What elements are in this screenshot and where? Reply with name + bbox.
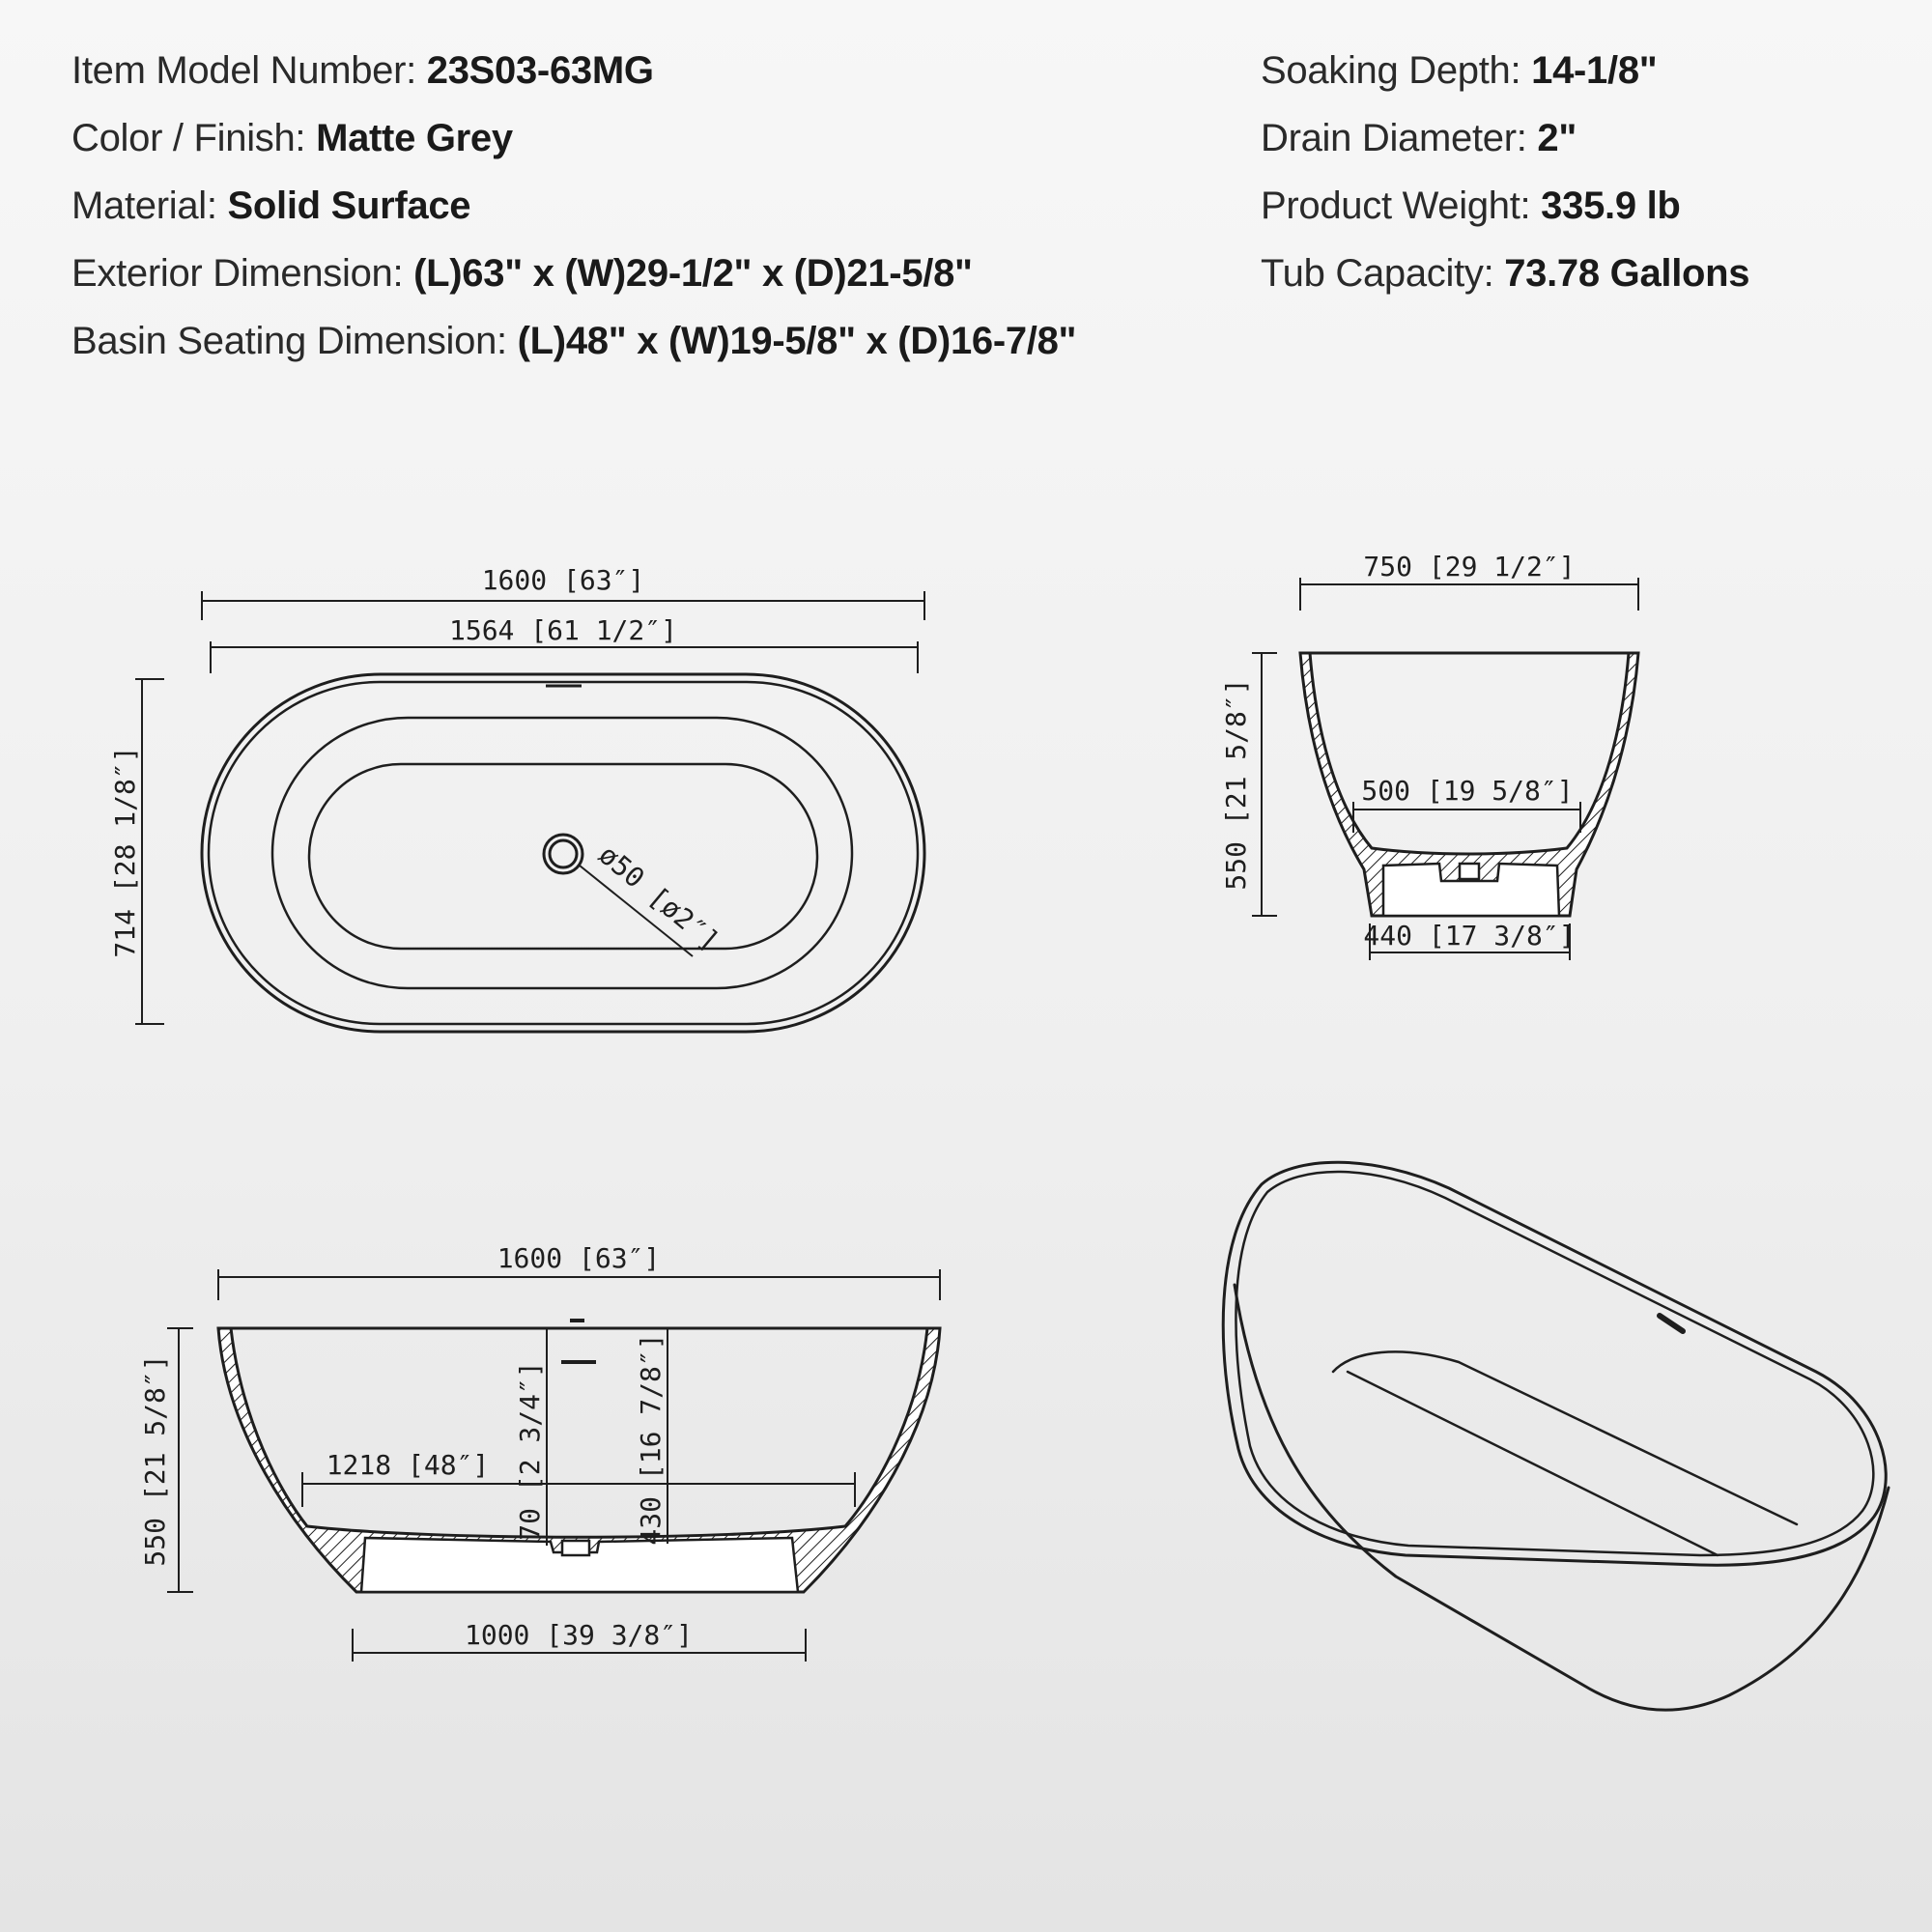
- top-width-label: 714 [28 1/8″]: [109, 746, 141, 958]
- side-view-drain: [562, 1541, 589, 1555]
- side-basin-depth-label: 430 [16 7/8″]: [635, 1333, 667, 1546]
- end-view-drain: [1460, 864, 1479, 879]
- perspective-view: [1223, 1162, 1889, 1710]
- side-base-length-label: 1000 [39 3/8″]: [464, 1619, 694, 1651]
- spec-drain-diameter: Drain Diameter: 2": [1261, 117, 1577, 159]
- side-basin-length-label: 1218 [48″]: [326, 1449, 490, 1481]
- spec-material: Material: Solid Surface: [71, 185, 471, 227]
- side-view: [139, 1242, 940, 1662]
- end-width-label: 750 [29 1/2″]: [1363, 551, 1576, 582]
- perspective-outer-body: [1235, 1285, 1889, 1710]
- end-view: [1220, 551, 1638, 960]
- perspective-inner-rim: [1236, 1172, 1873, 1555]
- top-inner-length-label: 1564 [61 1/2″]: [448, 614, 678, 646]
- top-view-basin-floor: [309, 764, 817, 949]
- spec-basin-seating-dimension: Basin Seating Dimension: (L)48" x (W)19-5/8" x (D)16-7/8": [71, 320, 1077, 362]
- perspective-basin-floor-edge: [1348, 1372, 1718, 1555]
- spec-exterior-dimension: Exterior Dimension: (L)63" x (W)29-1/2" x (D)21-5/8": [71, 252, 973, 295]
- end-basin-width-label: 500 [19 5/8″]: [1361, 775, 1574, 807]
- top-view: [109, 564, 924, 1032]
- drain-diameter-label: ø50 [ø2″]: [592, 838, 725, 957]
- end-height-label: 550 [21 5/8″]: [1220, 678, 1252, 891]
- spec-product-weight: Product Weight: 335.9 lb: [1261, 185, 1681, 227]
- side-overflow-depth-label: 70 [2 3/4″]: [514, 1361, 546, 1541]
- drain-icon: [544, 835, 582, 873]
- side-length-label: 1600 [63″]: [497, 1242, 661, 1274]
- top-length-label: 1600 [63″]: [481, 564, 645, 596]
- spec-model-number: Item Model Number: 23S03-63MG: [71, 49, 654, 92]
- spec-color-finish: Color / Finish: Matte Grey: [71, 117, 513, 159]
- spec-soaking-depth: Soaking Depth: 14-1/8": [1261, 49, 1658, 92]
- top-view-inner-rim: [209, 682, 918, 1024]
- side-height-label: 550 [21 5/8″]: [139, 1354, 171, 1567]
- end-base-width-label: 440 [17 3/8″]: [1363, 920, 1576, 952]
- perspective-overflow: [1660, 1316, 1683, 1331]
- spec-tub-capacity: Tub Capacity: 73.78 Gallons: [1261, 252, 1750, 295]
- perspective-basin-floor: [1333, 1351, 1797, 1524]
